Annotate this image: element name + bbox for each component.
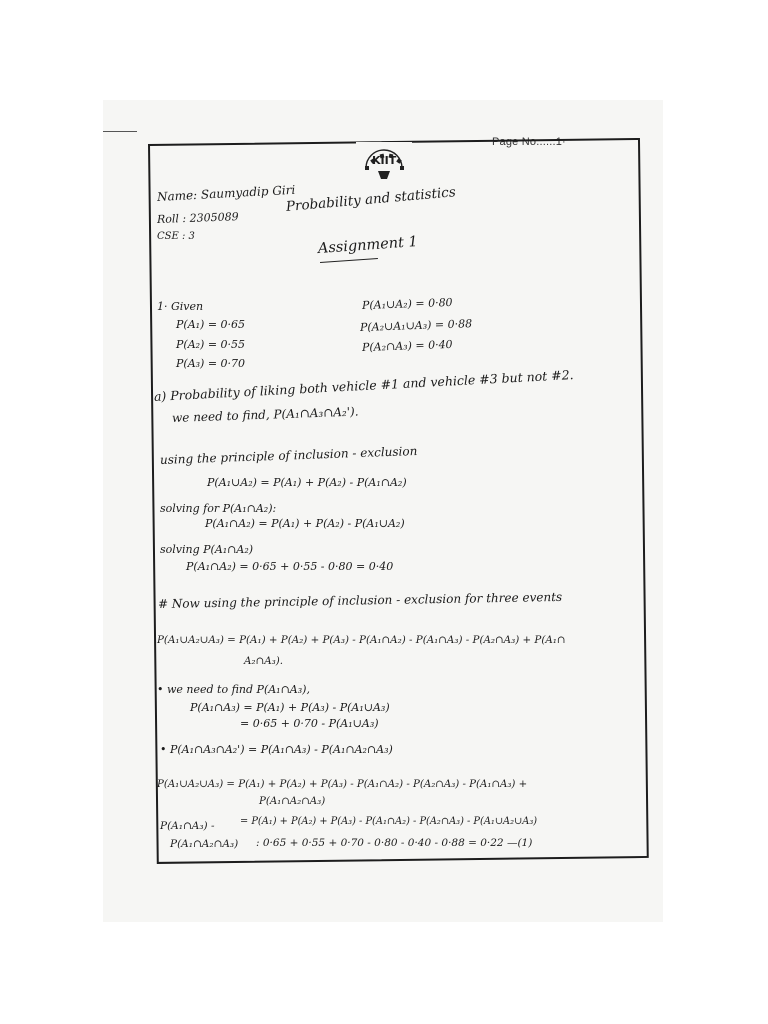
given-p-a2: P(A₂) = 0·55	[176, 338, 246, 351]
step-three-events-rewrite: P(A₁∪A₂∪A₃) = P(A₁) + P(A₂) + P(A₃) - P(A₁∩A₂) - P(A₂∩A₃) - P(A₁∩A₃) +	[157, 779, 528, 790]
step-three-events-heading: # Now using the principle of inclusion - exclusion for three events	[157, 589, 563, 611]
step-inclusion-exclusion: using the principle of inclusion - exclusion	[159, 444, 418, 467]
step-a1-a3-substituted: = 0·65 + 0·70 - P(A₁∪A₃)	[240, 717, 379, 730]
step-union-formula: P(A₁∪A₂) = P(A₁) + P(A₂) - P(A₁∩A₂)	[207, 476, 407, 489]
subject-title: Probability and statistics	[285, 184, 457, 215]
step-three-events-formula: P(A₁∪A₂∪A₃) = P(A₁) + P(A₂) + P(A₃) - P(A₁∩A₂) - P(A₁∩A₃) - P(A₂∩A₃) + P(A₁∩	[157, 634, 566, 646]
given-label: 1· Given	[157, 300, 204, 313]
step-triple-label: P(A₁∩A₂∩A₃)	[170, 838, 239, 850]
given-p-a2-intersect-a3: P(A₂∩A₃) = 0·40	[361, 337, 453, 354]
svg-text:KIIT: KIIT	[372, 154, 397, 167]
given-p-union-all: P(A₂∪A₁∪A₃) = 0·88	[359, 317, 473, 334]
student-name: Name: Saumyadip Giri	[156, 182, 296, 204]
step-intersection-value: P(A₁∩A₂) = 0·65 + 0·55 - 0·80 = 0·40	[186, 560, 394, 573]
step-intersection-formula: P(A₁∩A₂) = P(A₁) + P(A₂) - P(A₁∪A₂)	[205, 517, 405, 530]
step-solve-triple-right: = P(A₁) + P(A₂) + P(A₃) - P(A₁∩A₂) - P(A₂∩A₃) - P(A₁∪A₂∪A₃)	[240, 816, 538, 827]
step-solve-triple-left: P(A₁∩A₃) -	[160, 820, 215, 832]
part-a-need-to-find: we need to find, P(A₁∩A₃∩A₂').	[171, 404, 359, 425]
step-triple-value: : 0·65 + 0·55 + 0·70 - 0·80 - 0·40 - 0·88 = 0·22 —(1)	[256, 837, 533, 849]
step-need-a1-a3: • we need to find P(A₁∩A₃),	[157, 683, 310, 696]
page-number-label: Page No......1·	[492, 136, 566, 148]
part-a-question: a) Probability of liking both vehicle #1 and vehicle #3 but not #2.	[153, 367, 574, 404]
class-section: CSE : 3	[157, 231, 195, 242]
step-solving: solving P(A₁∩A₂)	[160, 543, 254, 556]
paper-edge-mark	[103, 131, 137, 132]
step-three-events-rewrite-cont: P(A₁∩A₂∩A₃)	[259, 796, 326, 807]
step-three-events-formula-cont: A₂∩A₃).	[244, 655, 284, 667]
step-solving-for: solving for P(A₁∩A₂):	[160, 502, 277, 515]
assignment-title: Assignment 1	[317, 234, 419, 257]
step-a1-a3-formula: P(A₁∩A₃) = P(A₁) + P(A₃) - P(A₁∪A₃)	[190, 701, 390, 714]
given-p-a1-union-a2: P(A₁∪A₂) = 0·80	[361, 295, 453, 312]
given-p-a1: P(A₁) = 0·65	[176, 318, 246, 331]
roll-number: Roll : 2305089	[156, 210, 239, 226]
given-p-a3: P(A₃) = 0·70	[176, 357, 246, 370]
step-target-formula: • P(A₁∩A₃∩A₂') = P(A₁∩A₃) - P(A₁∩A₂∩A₃)	[160, 743, 393, 756]
kiit-logo-icon	[356, 142, 412, 182]
